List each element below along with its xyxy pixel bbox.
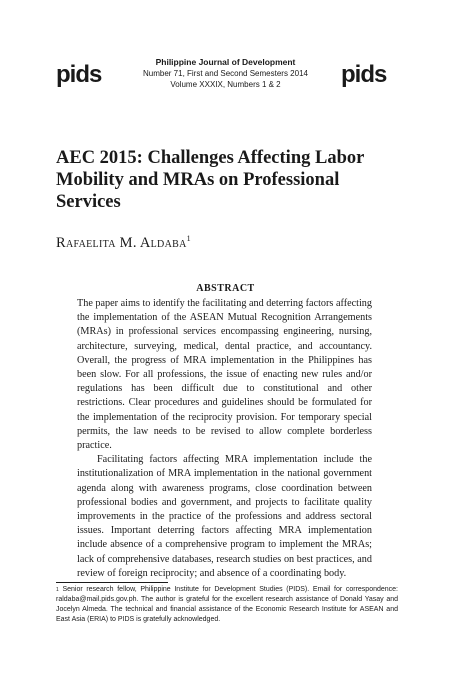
abstract-paragraph-2: Facilitating factors affecting MRA implementation include the institutionalization of MRA implementation in the national government agenda along with awareness programs, close coordination between professional bodies and government, and projects to facilitate quality improvements in the practice of the professions and address sectoral issues. Important deterring factors affecting MRA implementation include absence of a comprehensive program to implement the MRAs; lack of comprehensive databases, research studies on best practices, and review of foreign reciprocity; and absence of a coordinating body.	[77, 454, 372, 579]
journal-title: Philippine Journal of Development	[155, 57, 296, 67]
volume-line: Volume XXXIX, Numbers 1 & 2	[170, 80, 281, 89]
abstract-body	[77, 297, 372, 581]
author-name-text: Rafaelita M. Aldaba	[56, 235, 187, 251]
author-name	[56, 235, 191, 252]
issue-line: Number 71, First and Second Semesters 2014	[143, 69, 308, 78]
abstract-heading: ABSTRACT	[196, 283, 255, 294]
footnote	[56, 585, 398, 625]
footnote-mark: 1	[56, 587, 59, 593]
footnote-divider	[56, 582, 168, 583]
logo-right-text: pids	[341, 61, 387, 88]
footnote-text: Senior research fellow, Philippine Institute for Development Studies (PIDS). Email for correspondence: raldaba@mail.pids.gov.ph. The author is grateful for the excellent research assistance of Donald Yasay and Jocelyn Almeda. The technical and financial assistance of the Economic Research Institute for ASEAN and East Asia (ERIA) to PIDS is gratefully acknowledged.	[56, 586, 398, 623]
abstract-paragraph-1: The paper aims to identify the facilitating and deterring factors affecting the implementation of the ASEAN Mutual Recognition Arrangements (MRAs) in professional services encompassing engineering, nursing, architecture, surveying, medical, dental practice, and accountancy. Overall, the progress of MRA implementation in the Philippines has been slow. For all professions, the issue of enacting new rules and/or regulations has been difficult due to constitutional and other restrictions. Clear procedures and guidelines should be formulated for the implementation of the reciprocity provision. For temporary special permits, the law needs to be revised to allow complete borderless practice.	[77, 298, 372, 452]
author-footnote-mark: 1	[186, 234, 191, 243]
article-title: AEC 2015: Challenges Affecting Labor Mobility and MRAs on Professional Services	[56, 148, 364, 212]
pids-logo-right	[341, 63, 386, 87]
logo-left-text: pids	[56, 61, 102, 88]
